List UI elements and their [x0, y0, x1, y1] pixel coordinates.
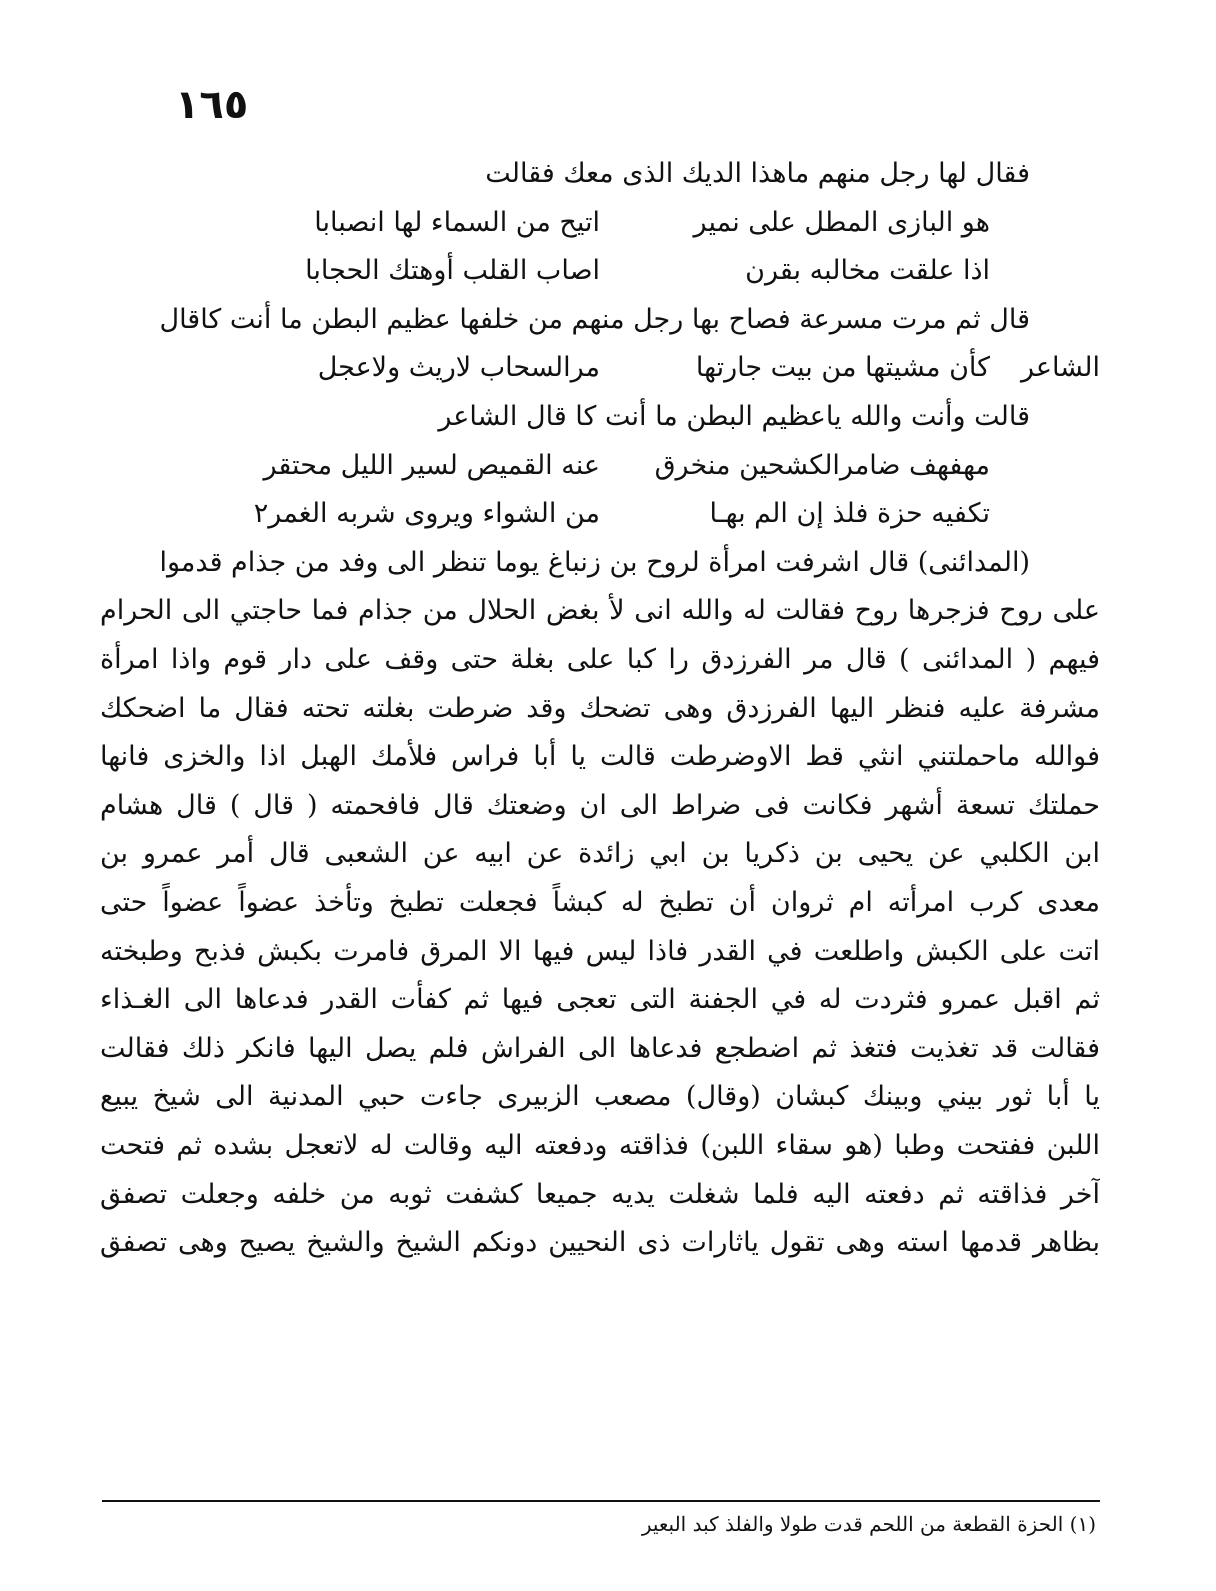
verse-gap	[600, 442, 650, 490]
verse-second-hemistich: من الشواء ويروى شربه الغمر٢	[253, 498, 600, 530]
verse-line	[100, 442, 1100, 490]
text-line: يا أبا ثور بيني وبينك كبشان (وقال) مصعب الزبيرى جاءت حبي المدنية الى شيخ يبيع	[100, 1081, 1100, 1113]
text-line: اللبن ففتحت وطبا (هو سقاء اللبن) فذاقته ودفعته اليه وقالت له لاتعجل بشده ثم فتحت	[100, 1130, 1100, 1161]
verse-second-hemistich: عنه القميص لسير الليل محتقر	[263, 449, 600, 481]
verse-gap	[600, 247, 650, 295]
verse-indent	[990, 199, 1100, 247]
page-number: ١٦٥	[175, 82, 249, 128]
text-line: قالت وأنت والله ياعظيم البطن ما أنت كا قال الشاعر	[438, 401, 1030, 432]
text-line: ابن الكلبي عن يحيى بن ذكريا بن ابي زائدة عن ابيه عن الشعبى قال أمر عمرو بن	[100, 838, 1100, 870]
text-line: حملتك تسعة أشهر فكانت فى ضراط الى ان وضعتك قال فافحمته ( قال ) قال هشام	[100, 789, 1100, 821]
text-line: فقالت قد تغذيت فتغذ ثم اضطجع فدعاها الى الفراش فلم يصل اليها فانكر ذلك فقالت	[100, 1032, 1100, 1064]
text-line: على روح فزجرها روح فقالت له والله انى لأ بغض الحلال من جذام فما حاجتي الى الحرام	[100, 595, 1100, 627]
footnote-divider	[102, 1500, 1100, 1502]
verse-first-hemistich: اذا علقت مخالبه بقرن	[745, 255, 990, 287]
verse-gap	[600, 490, 650, 538]
verse-first-hemistich: هو البازى المطل على نمير	[693, 206, 990, 238]
text-line: مشرفة عليه فنظر اليها الفرزدق وهى تضحك وقد ضرطت بغلته تحته فقال ما اضحكك	[100, 692, 1100, 724]
text-line: ثم اقبل عمرو فثردت له في الجفنة التى تعجى فيها ثم كفأت القدر فدعاها الى الغـذاء	[100, 984, 1100, 1016]
verse-line	[100, 247, 1100, 295]
verse-gap	[600, 199, 650, 247]
verse-second-hemistich: اصاب القلب أوهتك الحجابا	[305, 255, 600, 287]
verse-first-hemistich: كأن مشيتها من بيت جارتها	[695, 352, 990, 384]
verse-line	[100, 199, 1100, 247]
text-line: معدى كرب امرأته ام ثروان أن تطبخ له كبشاً فجعلت تطبخ وتأخذ عضواً عضواً حتى	[100, 887, 1100, 918]
text-line: قال ثم مرت مسرعة فصاح بها رجل منهم من خلفها عظيم البطن ما أنت كاقال	[159, 303, 1030, 335]
verse-first-hemistich: تكفيه حزة فلذ إن الم بهـا	[709, 498, 990, 530]
verse-second-hemistich: مرالسحاب لاريث ولاعجل	[317, 352, 600, 384]
text-line: بظاهر قدمها استه وهى تقول ياثارات ذى النحيين دونكم الشيخ والشيخ يصيح وهى تصفق	[100, 1227, 1100, 1259]
text-line: فقال لها رجل منهم ماهذا الديك الذى معك فقالت	[485, 158, 1030, 189]
text-line: فوالله ماحملتني انثي قط الاوضرطت قالت يا أبا فراس فلأمك الهبل اذا والخزى فانها	[100, 741, 1100, 773]
verse-indent	[990, 247, 1100, 295]
text-line: آخر فذاقته ثم دفعته اليه فلما شغلت يديه جميعا كشفت ثوبه من خلفه وجعلت تصفق	[100, 1178, 1100, 1210]
text-line: فيهم ( المدائنى ) قال مر الفرزدق را كبا على بغلة حتى وقف على دار قوم واذا امرأة	[100, 644, 1100, 675]
verse-indent	[990, 490, 1100, 538]
verse-lead-word: الشاعر	[1020, 352, 1100, 384]
verse-first-hemistich: مهفهف ضامرالكشحين منخرق	[654, 449, 990, 481]
text-line: (المدائنى) قال اشرفت امرأة لروح بن زنباغ يوما تنظر الى وفد من جذام قدموا	[159, 546, 1030, 578]
verse-second-hemistich: اتيح من السماء لها انصبابا	[314, 206, 600, 238]
verse-line	[100, 490, 1100, 538]
verse-line	[100, 344, 1100, 392]
verse-indent	[990, 442, 1100, 490]
verse-gap	[600, 344, 650, 392]
footnote: (١) الحزة القطعة من اللحم قدت طولا والفلذ كبد البعير	[641, 1512, 1096, 1536]
text-line: اتت على الكبش واطلعت في القدر فاذا ليس فيها الا المرق فامرت بكبش فذبح وطبخته	[100, 935, 1100, 967]
